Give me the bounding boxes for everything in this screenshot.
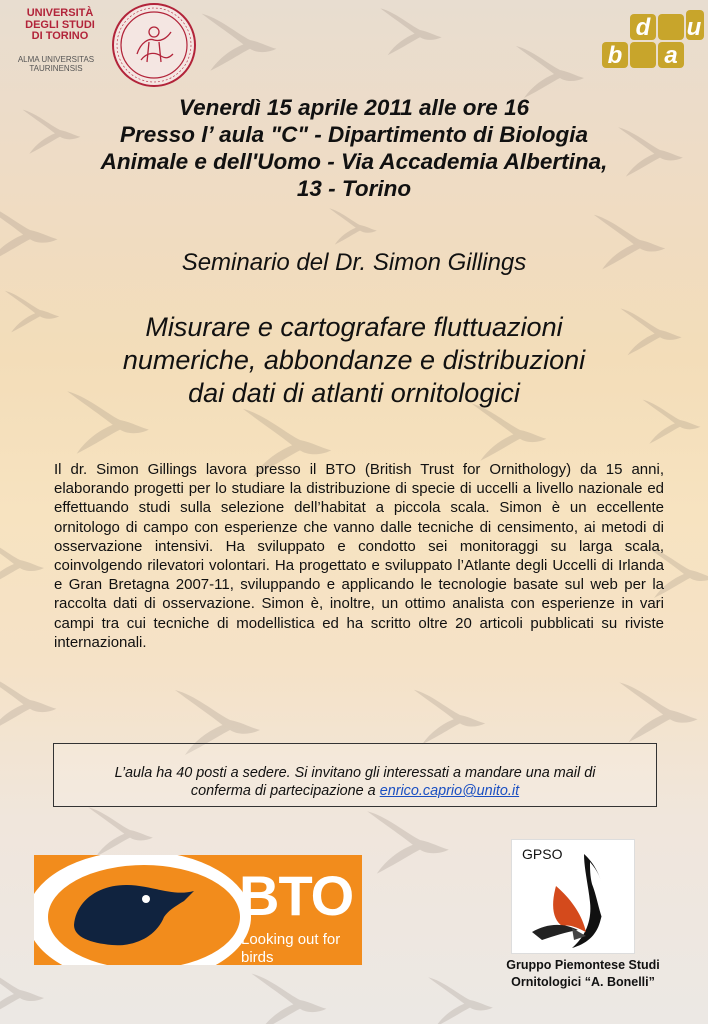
registration-notice: [53, 743, 657, 807]
gpso-caption-line: Gruppo Piemontese Studi: [506, 958, 660, 972]
talk-title-line: dai dati di atlanti ornitologici: [188, 378, 520, 408]
university-motto-line: ALMA UNIVERSITAS: [17, 55, 95, 64]
bto-wordmark: BTO: [239, 864, 354, 927]
dbau-letter: a: [664, 42, 678, 69]
gpso-title: GPSO: [522, 846, 563, 862]
university-motto: [6, 55, 106, 73]
notice-line: L’aula ha 40 posti a sedere. Si invitano gli interessati a mandare una mail di: [114, 765, 596, 781]
event-place-line: Presso l’ aula "C" - Dipartimento di Biologia: [119, 122, 589, 147]
talk-title: [20, 311, 688, 410]
gpso-caption-line: Ornitologici “A. Bonelli”: [511, 975, 655, 989]
talk-title-line: Misurare e cartografare fluttuazioni: [145, 312, 563, 342]
event-date-line: Venerdì 15 aprile 2011 alle ore 16: [178, 95, 530, 120]
bto-tagline: Looking out for birds: [241, 931, 341, 965]
university-name-line: UNIVERSITÀ: [26, 7, 94, 19]
notice-line: [54, 782, 656, 800]
university-name-line: DI TORINO: [31, 30, 89, 42]
dbau-letter: b: [607, 42, 623, 69]
university-name: [20, 8, 100, 43]
dbau-letter: d: [635, 14, 651, 41]
bto-logo: [34, 855, 362, 965]
notice-line-prefix: conferma di partecipazione a: [190, 783, 380, 799]
university-name-line: DEGLI STUDI: [25, 18, 95, 31]
speaker-bio: Il dr. Simon Gillings lavora presso il BTO (British Trust for Ornithology) da 15 anni, elaborando progetti per lo studiare la distribuzione di specie di uccelli a livello nazionale ed effettuando studi sulla selezione dell’habitat a piccola scala. Simon è un eccellente ornitologo di campo con esperienze che vanno dalle tecniche di censimento, ai metodi di osservazione intensivi. Ha sviluppato e condotto sei monitoraggi su larga scala, coinvolgendo rilevatori volontari. Ha progettato e sviluppato l’Atlante degli Uccelli di Irlanda e Gran Bretagna 2007-11, sviluppando e applicando le tecnologie basate sul web per la raccolta dati di osservazione. Simon è, inoltre, un ottimo analista con esperienze in vari campi tra cui tecniche di modellistica ed ha scritto oltre 20 articoli pubblicati su riviste internazionali.: [54, 461, 664, 651]
university-motto-line: TAURINENSIS: [29, 64, 83, 73]
talk-title-line: numeriche, abbondanze e distribuzioni: [122, 345, 586, 375]
dbau-logo: [598, 4, 706, 78]
gpso-caption: [470, 957, 696, 991]
event-place-line: 13 - Torino: [296, 176, 412, 201]
seminar-speaker: Seminario del Dr. Simon Gillings: [181, 249, 527, 276]
event-place-line: Animale e dell'Uomo - Via Accademia Albertina,: [100, 149, 608, 174]
contact-email-link[interactable]: enrico.caprio@unito.it: [379, 783, 520, 799]
university-seal-icon: [111, 2, 197, 88]
event-date-place: [30, 94, 678, 202]
eagle-icon: [512, 840, 634, 953]
gpso-logo: [511, 839, 635, 954]
dbau-letter: u: [686, 14, 702, 41]
